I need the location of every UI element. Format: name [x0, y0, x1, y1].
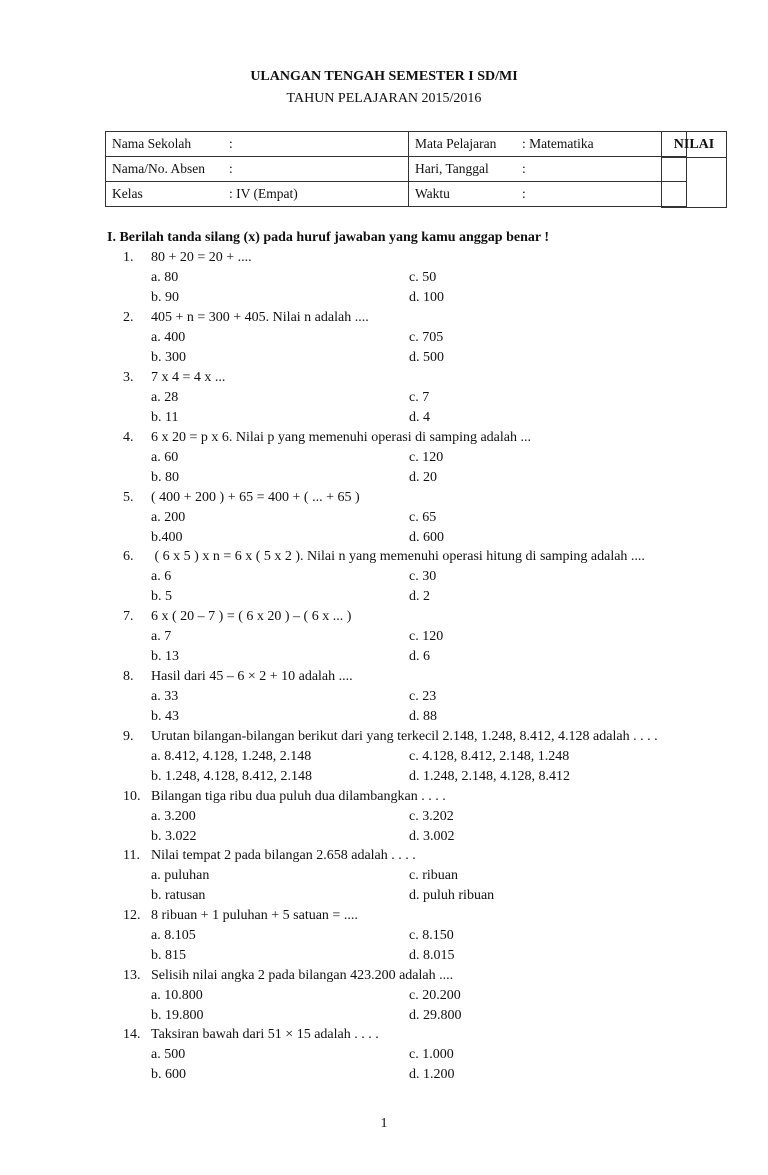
section-instruction: I. Berilah tanda silang (x) pada huruf jawaban yang kamu anggap benar ! — [107, 230, 550, 245]
option-d[interactable]: d. 2 — [409, 589, 430, 604]
student-name-label: Nama/No. Absen — [112, 161, 205, 176]
question-text: Bilangan tiga ribu dua puluh dua dilambangkan . . . . — [151, 789, 446, 804]
option-c[interactable]: c. 7 — [409, 390, 430, 405]
option-a[interactable]: a. 8.105 — [151, 928, 196, 943]
option-a[interactable]: a. 33 — [151, 689, 179, 704]
subject-label: Mata Pelajaran — [415, 136, 497, 151]
option-a[interactable]: a. 500 — [151, 1047, 186, 1062]
question-2 — [123, 310, 369, 326]
school-name-label: Nama Sekolah — [112, 136, 192, 151]
identity-row — [106, 132, 687, 157]
date-cell — [409, 157, 687, 182]
option-a[interactable]: a. 28 — [151, 390, 179, 405]
question-number: 6. — [123, 549, 134, 564]
question-3 — [123, 370, 225, 386]
option-a[interactable]: a. 200 — [151, 510, 186, 525]
score-box — [661, 131, 727, 208]
option-a[interactable]: a. 8.412, 4.128, 1.248, 2.148 — [151, 749, 312, 764]
option-b[interactable]: b. 815 — [151, 948, 186, 963]
identity-table — [105, 131, 687, 207]
question-text: Urutan bilangan-bilangan berikut dari yang terkecil 2.148, 1.248, 8.412, 4.128 adalah . . . . — [151, 729, 658, 744]
question-4 — [123, 430, 531, 446]
option-b[interactable]: b. 11 — [151, 410, 179, 425]
question-number: 7. — [123, 609, 134, 624]
option-c[interactable]: c. 3.202 — [409, 809, 454, 824]
exam-title: ULANGAN TENGAH SEMESTER I SD/MI — [250, 69, 518, 84]
question-11 — [123, 848, 416, 864]
option-d[interactable]: d. 88 — [409, 709, 437, 724]
option-c[interactable]: c. 65 — [409, 510, 437, 525]
question-14 — [123, 1027, 379, 1043]
question-number: 5. — [123, 490, 134, 505]
subject-cell — [409, 132, 687, 157]
question-number: 10. — [123, 789, 141, 804]
option-b[interactable]: b. 43 — [151, 709, 179, 724]
option-b[interactable]: b. 90 — [151, 290, 179, 305]
option-b[interactable]: b. 5 — [151, 589, 172, 604]
class-cell — [106, 182, 409, 207]
option-a[interactable]: a. 7 — [151, 629, 172, 644]
school-name-value: : — [229, 136, 233, 151]
option-d[interactable]: d. 500 — [409, 350, 444, 365]
time-value: : — [522, 186, 526, 201]
question-text: ( 400 + 200 ) + 65 = 400 + ( ... + 65 ) — [151, 490, 360, 505]
option-a[interactable]: a. 400 — [151, 330, 186, 345]
option-b[interactable]: b. ratusan — [151, 888, 206, 903]
option-b[interactable]: b. 1.248, 4.128, 8.412, 2.148 — [151, 769, 312, 784]
question-text: Hasil dari 45 – 6 × 2 + 10 adalah .... — [151, 669, 353, 684]
question-7 — [123, 609, 351, 625]
option-b[interactable]: b. 600 — [151, 1067, 186, 1082]
option-b[interactable]: b. 300 — [151, 350, 186, 365]
time-cell — [409, 182, 687, 207]
question-8 — [123, 669, 353, 685]
question-text: Taksiran bawah dari 51 × 15 adalah . . . . — [151, 1027, 379, 1042]
option-b[interactable]: b. 3.022 — [151, 829, 197, 844]
option-d[interactable]: d. 1.248, 2.148, 4.128, 8.412 — [409, 769, 570, 784]
option-d[interactable]: d. 8.015 — [409, 948, 455, 963]
question-12 — [123, 908, 358, 924]
question-text: 6 x 20 = p x 6. Nilai p yang memenuhi operasi di samping adalah ... — [151, 430, 531, 445]
option-c[interactable]: c. 4.128, 8.412, 2.148, 1.248 — [409, 749, 570, 764]
option-d[interactable]: d. 100 — [409, 290, 444, 305]
option-c[interactable]: c. 120 — [409, 629, 444, 644]
option-d[interactable]: d. 1.200 — [409, 1067, 455, 1082]
question-number: 11. — [123, 848, 140, 863]
question-text: 6 x ( 20 – 7 ) = ( 6 x 20 ) – ( 6 x ... ) — [151, 609, 352, 624]
option-d[interactable]: d. 20 — [409, 470, 437, 485]
option-d[interactable]: d. 29.800 — [409, 1008, 462, 1023]
option-d[interactable]: d. 600 — [409, 530, 444, 545]
question-text: 8 ribuan + 1 puluhan + 5 satuan = .... — [151, 908, 358, 923]
class-label: Kelas — [112, 186, 143, 201]
question-number: 9. — [123, 729, 134, 744]
question-number: 3. — [123, 370, 134, 385]
option-c[interactable]: c. 8.150 — [409, 928, 454, 943]
identity-row — [106, 182, 687, 207]
question-text: ( 6 x 5 ) x n = 6 x ( 5 x 2 ). Nilai n yang memenuhi operasi hitung di samping adalah .... — [151, 549, 645, 564]
question-1 — [123, 250, 252, 266]
question-9 — [123, 729, 658, 745]
score-label: NILAI — [662, 132, 726, 158]
page-number: 1 — [380, 1116, 388, 1131]
identity-row — [106, 157, 687, 182]
question-text: Nilai tempat 2 pada bilangan 2.658 adalah . . . . — [151, 848, 416, 863]
question-text: Selisih nilai angka 2 pada bilangan 423.200 adalah .... — [151, 968, 454, 983]
option-a[interactable]: a. 80 — [151, 270, 179, 285]
option-c[interactable]: c. 20.200 — [409, 988, 461, 1003]
subject-value: : Matematika — [522, 136, 594, 151]
question-number: 13. — [123, 968, 141, 983]
question-text: 80 + 20 = 20 + .... — [151, 250, 252, 265]
question-text: 405 + n = 300 + 405. Nilai n adalah .... — [151, 310, 369, 325]
question-number: 8. — [123, 669, 134, 684]
student-name-cell — [106, 157, 409, 182]
question-number: 4. — [123, 430, 134, 445]
question-10 — [123, 789, 446, 805]
option-b[interactable]: b. 19.800 — [151, 1008, 204, 1023]
date-value: : — [522, 161, 526, 176]
option-d[interactable]: d. puluh ribuan — [409, 888, 495, 903]
option-c[interactable]: c. 50 — [409, 270, 437, 285]
question-5 — [123, 490, 360, 506]
option-b[interactable]: b. 13 — [151, 649, 179, 664]
class-value: : IV (Empat) — [229, 186, 298, 201]
option-a[interactable]: a. puluhan — [151, 868, 210, 883]
option-b[interactable]: b.400 — [151, 530, 183, 545]
question-number: 1. — [123, 250, 134, 265]
student-name-value: : — [229, 161, 233, 176]
question-number: 14. — [123, 1027, 141, 1042]
option-a[interactable]: a. 6 — [151, 569, 172, 584]
date-label: Hari, Tanggal — [415, 161, 489, 176]
option-d[interactable]: d. 6 — [409, 649, 430, 664]
option-c[interactable]: c. ribuan — [409, 868, 458, 883]
question-6 — [123, 549, 645, 565]
school-year: TAHUN PELAJARAN 2015/2016 — [286, 91, 482, 106]
question-number: 12. — [123, 908, 141, 923]
option-c[interactable]: c. 1.000 — [409, 1047, 454, 1062]
option-d[interactable]: d. 3.002 — [409, 829, 455, 844]
school-name-cell — [106, 132, 409, 157]
option-a[interactable]: a. 3.200 — [151, 809, 196, 824]
question-13 — [123, 968, 453, 984]
question-text: 7 x 4 = 4 x ... — [151, 370, 226, 385]
option-d[interactable]: d. 4 — [409, 410, 430, 425]
option-c[interactable]: c. 705 — [409, 330, 444, 345]
option-a[interactable]: a. 10.800 — [151, 988, 203, 1003]
option-c[interactable]: c. 30 — [409, 569, 437, 584]
time-label: Waktu — [415, 186, 450, 201]
option-c[interactable]: c. 120 — [409, 450, 444, 465]
question-number: 2. — [123, 310, 134, 325]
option-c[interactable]: c. 23 — [409, 689, 437, 704]
option-b[interactable]: b. 80 — [151, 470, 179, 485]
option-a[interactable]: a. 60 — [151, 450, 179, 465]
